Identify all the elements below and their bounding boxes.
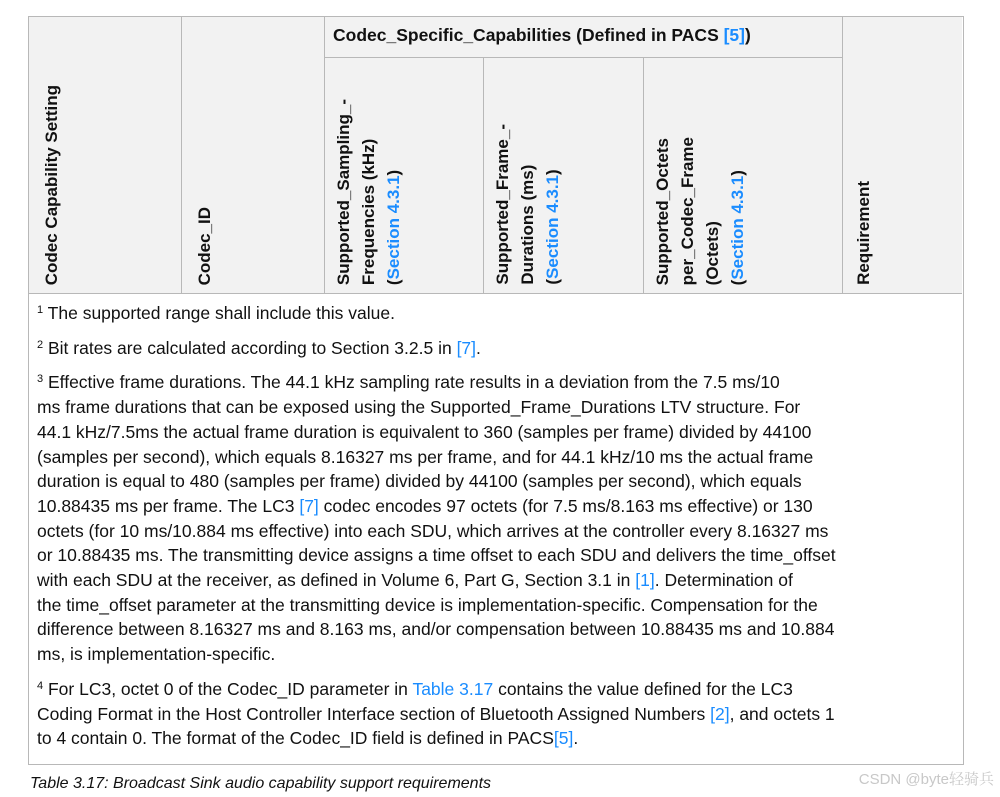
footnote-text: Effective frame durations. The 44.1 kHz sampling rate results in a deviation from the 7.5 ms/10 — [43, 372, 780, 393]
group-label: Codec_Specific_Capabilities (Defined in PACS — [333, 25, 724, 45]
paren: ( — [543, 279, 562, 285]
footnote-text: Bit rates are calculated according to Section 3.2.5 in — [43, 337, 457, 358]
footnote-text: The supported range shall include this value. — [43, 303, 395, 323]
header-label: Requirement — [854, 181, 873, 285]
section-link[interactable]: Section 4.3.1 — [384, 175, 403, 280]
header-sampling-frequencies — [325, 58, 484, 293]
footnote-line — [37, 642, 957, 667]
header-label: Codec_ID — [195, 206, 214, 285]
footnote-text: . — [573, 728, 579, 749]
footnote-text: or 10.88435 ms. The transmitting device assigns a time offset to each SDU and delivers the time_offset — [37, 545, 836, 566]
label-line — [725, 137, 750, 285]
label-line: per_Codec_Frame — [678, 136, 697, 285]
footnote-text: 10.88435 ms per frame. The LC3 — [37, 495, 300, 516]
footnote-text: contains the value defined for the LC3 — [493, 678, 793, 699]
footnote-text: duration is equal to 480 (samples per frame) divided by 44100 (samples per second), which equals — [37, 471, 802, 492]
paren: ( — [384, 279, 403, 285]
label-line — [540, 124, 565, 285]
footnote-text: with each SDU at the receiver, as defined in Volume 6, Part G, Section 3.1 in — [37, 570, 636, 591]
section-link[interactable]: Section 4.3.1 — [543, 175, 562, 280]
header-codec-capability-setting — [29, 17, 182, 293]
reference-link[interactable]: [2] — [710, 703, 730, 724]
footnote-text: , and octets 1 — [729, 703, 835, 724]
footnote-line — [37, 445, 957, 470]
reference-link[interactable]: Table 3.17 — [412, 678, 494, 699]
footnote-line — [37, 370, 957, 395]
footnote-line — [37, 336, 957, 361]
footnote-number: 4 — [37, 679, 44, 692]
label-line: (Octets) — [703, 220, 722, 285]
footnote-line — [37, 469, 957, 494]
footnote-text: difference between 8.16327 ms and 8.163 ms, and/or compensation between 10.88435 ms and 10.884 — [37, 619, 835, 640]
footnote-line — [37, 677, 957, 702]
footnote-text: . Determination of — [654, 570, 793, 591]
footnote-text: 44.1 kHz/7.5ms the actual frame duration is equivalent to 360 (samples per frame) divided by 44100 — [37, 421, 812, 442]
footnote-line — [37, 568, 957, 593]
paren: ) — [384, 169, 403, 176]
label-line: Frequencies (kHz) — [359, 138, 378, 285]
footnote-line — [37, 420, 957, 445]
header-label: Codec Capability Setting — [42, 84, 61, 285]
header-label — [650, 137, 750, 285]
footnote-text: the time_offset parameter at the transmitting device is implementation-specific. Compensation for the — [37, 594, 818, 615]
footnote-text: . — [476, 337, 481, 358]
footnote-line — [37, 593, 957, 618]
paren: ( — [728, 279, 747, 285]
footnote-number: 1 — [37, 304, 44, 316]
header-label — [331, 99, 406, 285]
footnote-line — [37, 519, 957, 544]
label-line — [381, 99, 406, 285]
footnote-line — [37, 301, 957, 326]
table-caption: Table 3.17: Broadcast Sink audio capability support requirements — [30, 775, 492, 792]
footnote-line — [37, 543, 957, 568]
group-label-close: ) — [745, 25, 751, 45]
footnote-line — [37, 702, 957, 727]
footnotes — [37, 301, 957, 761]
footnote-line — [37, 617, 957, 642]
header-label — [490, 124, 565, 285]
footnote-2 — [37, 336, 957, 361]
header-requirement — [843, 17, 962, 293]
footnote-number: 3 — [37, 373, 44, 386]
ref-link[interactable]: [5] — [723, 25, 745, 45]
footnote-text: For LC3, octet 0 of the Codec_ID parameter in — [43, 678, 413, 699]
header-codec-specific-capabilities — [325, 17, 843, 58]
capability-table — [28, 16, 964, 765]
watermark: CSDN @byte轻骑兵 — [858, 771, 994, 788]
paren: ) — [728, 169, 747, 176]
footnote-text: Coding Format in the Host Controller Interface section of Bluetooth Assigned Numbers — [37, 703, 711, 724]
footnote-1 — [37, 301, 957, 326]
table-header — [29, 17, 962, 294]
footnote-text: ms frame durations that can be exposed using the Supported_Frame_Durations LTV structure. For — [37, 397, 801, 418]
footnote-3 — [37, 370, 957, 666]
footnote-text: octets (for 10 ms/10.884 ms effective) into each SDU, which arrives at the controller every 8.16327 ms — [37, 520, 829, 541]
footnote-line — [37, 395, 957, 420]
label-line: Supported_Octets — [653, 137, 672, 285]
header-frame-durations — [484, 58, 644, 293]
label-line: Durations (ms) — [518, 165, 537, 285]
paren: ) — [543, 169, 562, 176]
label-line: Supported_Sampling_- — [334, 98, 353, 285]
reference-link[interactable]: [7] — [456, 337, 477, 358]
footnote-text: to 4 contain 0. The format of the Codec_ID field is defined in PACS — [37, 728, 554, 749]
footnote-line — [37, 726, 957, 751]
reference-link[interactable]: [7] — [299, 495, 319, 516]
footnote-text: ms, is implementation-specific. — [37, 644, 276, 665]
header-octets-per-codec-frame — [644, 58, 843, 293]
reference-link[interactable]: [1] — [635, 570, 655, 591]
footnote-line — [37, 494, 957, 519]
header-codec-id — [182, 17, 325, 293]
section-link[interactable]: Section 4.3.1 — [728, 175, 747, 280]
footnote-number: 2 — [37, 338, 44, 351]
footnote-text: (samples per second), which equals 8.16327 ms per frame, and for 44.1 kHz/10 ms the actual frame — [37, 446, 814, 467]
reference-link[interactable]: [5] — [553, 728, 574, 749]
label-line: Supported_Frame_- — [493, 124, 512, 285]
footnote-text: codec encodes 97 octets (for 7.5 ms/8.163 ms effective) or 130 — [318, 495, 813, 516]
footnote-4 — [37, 677, 957, 751]
